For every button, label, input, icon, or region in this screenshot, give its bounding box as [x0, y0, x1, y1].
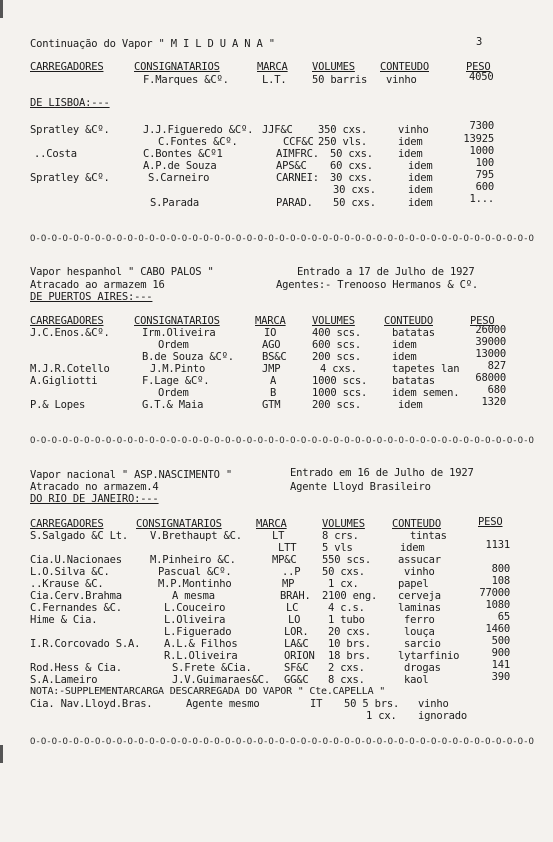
- cell-marca: B: [270, 387, 277, 399]
- vessel-name: Vapor nacional " ASP.NASCIMENTO ": [30, 469, 233, 481]
- cell-conteudo: idem: [398, 399, 423, 411]
- cell-volumes: 2100 eng.: [322, 590, 378, 602]
- cell-volumes: 4 c.s.: [328, 602, 365, 614]
- cell-peso: 26000: [475, 324, 506, 336]
- vessel-berth: Atracado ao armazem 16: [30, 279, 165, 291]
- cell-conteudo: louça: [404, 626, 435, 638]
- cell-consignee: B.de Souza &Cº.: [142, 351, 234, 363]
- vessel-entry-date: Entrado em 16 de Julho de 1927: [290, 467, 474, 479]
- cell-shipper: Cia.U.Nacionaes: [30, 554, 122, 566]
- cell-marca: AIMFRC.: [276, 148, 319, 160]
- cell-volumes: 1 cx.: [366, 710, 397, 722]
- cell-shipper: Cia. Nav.Lloyd.Bras.: [30, 698, 153, 710]
- cell-marca: APS&C: [276, 160, 307, 172]
- cell-consignee: J.M.Pinto: [150, 363, 206, 375]
- cell-peso: 1080: [485, 599, 510, 611]
- cell-volumes: 350 cxs.: [318, 124, 367, 136]
- cell-marca: LA&C: [284, 638, 309, 650]
- cell-conteudo: tintas: [410, 530, 447, 542]
- cell-volumes: 30 cxs.: [333, 184, 376, 196]
- cell-consignee: V.Brethaupt &C.: [150, 530, 242, 542]
- section-separator: O-O-O-O-O-O-O-O-O-O-O-O-O-O-O-O-O-O-O-O-O-O-O-O-O-O-O-O-O-O-O-O-O-O-O-O-O-O-O-O-O-O-O-O-O-O-O: [30, 436, 534, 446]
- vessel-entry-date: Entrado a 17 de Julho de 1927: [297, 266, 475, 278]
- cell-shipper: ..Costa: [34, 148, 77, 160]
- col-header-volumes: VOLUMES: [322, 518, 365, 530]
- cell-consignee: A.P.de Souza: [143, 160, 217, 172]
- cell-conteudo: kaol: [404, 674, 429, 686]
- origin-heading: DE LISBOA:---: [30, 97, 110, 109]
- cell-marca: MP&C: [272, 554, 297, 566]
- cell-peso: 77000: [479, 587, 510, 599]
- col-header-volumes: VOLUMES: [312, 315, 355, 327]
- supplement-note: NOTA:-SUPPLEMENTARCARGA DESCARREGADA DO VAPOR " Cte.CAPELLA ": [30, 686, 386, 697]
- cell-peso: 13925: [463, 133, 494, 145]
- cell-conteudo: vinho: [404, 566, 435, 578]
- cell-conteudo: idem: [408, 197, 433, 209]
- cell-marca: LOR.: [284, 626, 309, 638]
- cell-marca: LT: [272, 530, 285, 542]
- cell-consignee: L.Couceiro: [164, 602, 226, 614]
- cell-marca: CCF&C: [283, 136, 314, 148]
- cell-consignee: S.Frete &Cia.: [172, 662, 252, 674]
- cell-conteudo: tapetes lan: [392, 363, 460, 375]
- cell-consignee: Irm.Oliveira: [142, 327, 216, 339]
- cell-consignee: G.T.& Maia: [142, 399, 204, 411]
- cell-conteudo: vinho: [398, 124, 429, 136]
- cell-shipper: Rod.Hess & Cia.: [30, 662, 122, 674]
- cell-conteudo: assucar: [398, 554, 441, 566]
- cell-shipper: S.A.Lameiro: [30, 674, 98, 686]
- cell-volumes: 550 scs.: [322, 554, 371, 566]
- cell-volumes: 10 brs.: [328, 638, 371, 650]
- cell-peso: 900: [491, 647, 510, 659]
- cell-consignee: Agente mesmo: [186, 698, 260, 710]
- cell-peso: 1000: [469, 145, 494, 157]
- cell-peso: 1...: [469, 193, 494, 205]
- cell-conteudo: idem: [398, 148, 423, 160]
- col-header-shippers: CARREGADORES: [30, 315, 104, 327]
- cell-peso: 7300: [469, 120, 494, 132]
- cell-shipper: J.C.Enos.&Cº.: [30, 327, 110, 339]
- cell-marca: JMP: [262, 363, 281, 375]
- cell-volumes: 1 cx.: [328, 578, 359, 590]
- col-header-conteudo: CONTEUDO: [384, 315, 433, 327]
- cell-marca: ..P: [282, 566, 301, 578]
- cell-conteudo: idem: [408, 184, 433, 196]
- cell-volumes: 1000 scs.: [312, 387, 368, 399]
- cell-conteudo: ignorado: [418, 710, 467, 722]
- cell-peso: 795: [475, 169, 494, 181]
- cell-shipper: Cia.Cerv.Brahma: [30, 590, 122, 602]
- cell-peso: 13000: [475, 348, 506, 360]
- cell-marca: LTT: [278, 542, 297, 554]
- cell-shipper: Spratley &Cº.: [30, 172, 110, 184]
- cell-conteudo: idem: [408, 172, 433, 184]
- cell-volumes: 250 vls.: [318, 136, 367, 148]
- cell-shipper: ..Krause &C.: [30, 578, 104, 590]
- cell-peso: 1460: [485, 623, 510, 635]
- cell-conteudo: sarcio: [404, 638, 441, 650]
- cell-conteudo: lytarfinio: [398, 650, 460, 662]
- cell-conteudo: batatas: [392, 327, 435, 339]
- section-separator: O-O-O-O-O-O-O-O-O-O-O-O-O-O-O-O-O-O-O-O-O-O-O-O-O-O-O-O-O-O-O-O-O-O-O-O-O-O-O-O-O-O-O-O-O-O-O: [30, 234, 534, 244]
- cell-peso: 390: [491, 671, 510, 683]
- col-header-consignees: CONSIGNATARIOS: [134, 61, 220, 73]
- cell-shipper: M.J.R.Cotello: [30, 363, 110, 375]
- cell-volumes: 4 cxs.: [320, 363, 357, 375]
- col-header-peso: PESO: [470, 315, 495, 327]
- cell-marca: AGO: [262, 339, 281, 351]
- cell-conteudo: vinho: [418, 698, 449, 710]
- cell-consignee: F.Lage &Cº.: [142, 375, 210, 387]
- cell-marca: CARNEI:: [276, 172, 319, 184]
- cell-volumes: 2 cxs.: [328, 662, 365, 674]
- col-header-volumes: VOLUMES: [312, 61, 355, 73]
- cell-volumes: 60 cxs.: [330, 160, 373, 172]
- cell-volumes: 600 scs.: [312, 339, 361, 351]
- cell-consignee: L.Oliveira: [164, 614, 226, 626]
- cell-consignee: Ordem: [158, 387, 189, 399]
- cell-consignee: J.J.Figueredo &Cº.: [143, 124, 254, 136]
- cell-peso: 1320: [481, 396, 506, 408]
- page-number: 3: [476, 36, 483, 48]
- cell-shipper: Spratley &Cº.: [30, 124, 110, 136]
- cell-peso: 65: [497, 611, 510, 623]
- cell-peso: 827: [487, 360, 506, 372]
- cell-volumes: 200 scs.: [312, 399, 361, 411]
- col-header-peso: PESO: [466, 61, 491, 73]
- cell-shipper: L.O.Silva &C.: [30, 566, 110, 578]
- vessel-name: Vapor hespanhol " CABO PALOS ": [30, 266, 214, 278]
- vessel-agents: Agentes:- Trenooso Hermanos & Cº.: [276, 279, 479, 291]
- cell-peso: 39000: [475, 336, 506, 348]
- cell-conteudo: batatas: [392, 375, 435, 387]
- cell-volumes: 50 barris: [312, 74, 368, 86]
- cell-conteudo: vinho: [386, 74, 417, 86]
- cell-peso: 800: [491, 563, 510, 575]
- cell-marca: PARAD.: [276, 197, 313, 209]
- cell-consignee: C.Bontes &Cº1: [143, 148, 223, 160]
- cell-shipper: Hime & Cia.: [30, 614, 98, 626]
- cell-consignee: M.Pinheiro &C.: [150, 554, 236, 566]
- cell-shipper: I.R.Corcovado S.A.: [30, 638, 141, 650]
- col-header-peso: PESO: [478, 516, 503, 528]
- cell-consignee: S.Parada: [150, 197, 199, 209]
- cell-shipper: S.Salgado &C Lt.: [30, 530, 128, 542]
- cell-conteudo: laminas: [398, 602, 441, 614]
- cell-volumes: 5 vls: [322, 542, 353, 554]
- cell-marca: LC: [286, 602, 299, 614]
- cell-peso: 600: [475, 181, 494, 193]
- col-header-shippers: CARREGADORES: [30, 61, 104, 73]
- cell-consignee: A.L.& Filhos: [164, 638, 238, 650]
- col-header-marca: MARCA: [256, 518, 287, 530]
- cell-volumes: 1000 scs.: [312, 375, 368, 387]
- section-separator: O-O-O-O-O-O-O-O-O-O-O-O-O-O-O-O-O-O-O-O-O-O-O-O-O-O-O-O-O-O-O-O-O-O-O-O-O-O-O-O-O-O-O-O-O-O-O: [30, 737, 534, 747]
- cell-marca: MP: [282, 578, 295, 590]
- cell-volumes: 8 cxs.: [328, 674, 365, 686]
- cell-consignee: C.Fontes &Cº.: [158, 136, 238, 148]
- document-title: Continuação do Vapor " M I L D U A N A ": [30, 38, 275, 50]
- cell-consignee: Ordem: [158, 339, 189, 351]
- col-header-conteudo: CONTEUDO: [380, 61, 429, 73]
- cell-peso: 108: [491, 575, 510, 587]
- cell-shipper: P.& Lopes: [30, 399, 86, 411]
- cell-volumes: 20 cxs.: [328, 626, 371, 638]
- cell-peso: 1131: [485, 539, 510, 551]
- cell-consignee: R.L.Oliveira: [164, 650, 238, 662]
- cell-volumes: 400 scs.: [312, 327, 361, 339]
- cell-marca: ORION: [284, 650, 315, 662]
- cell-conteudo: papel: [398, 578, 429, 590]
- cell-conteudo: idem: [392, 339, 417, 351]
- vessel-berth: Atracado no armazem.4: [30, 481, 159, 493]
- vessel-agents: Agente Lloyd Brasileiro: [290, 481, 431, 493]
- cell-volumes: 1 tubo: [328, 614, 365, 626]
- cell-consignee: S.Carneiro: [148, 172, 210, 184]
- cell-conteudo: ferro: [404, 614, 435, 626]
- cell-marca: IT: [310, 698, 323, 710]
- cell-conteudo: idem: [392, 351, 417, 363]
- cell-conteudo: idem: [398, 136, 423, 148]
- origin-heading: DO RIO DE JANEIRO:---: [30, 493, 159, 505]
- cell-marca: BRAH.: [280, 590, 311, 602]
- cell-shipper: C.Fernandes &C.: [30, 602, 122, 614]
- col-header-consignees: CONSIGNATARIOS: [134, 315, 220, 327]
- cell-volumes: 18 brs.: [328, 650, 371, 662]
- cell-marca: BS&C: [262, 351, 287, 363]
- cell-marca: LO: [288, 614, 301, 626]
- cell-peso: 500: [491, 635, 510, 647]
- cell-shipper: A.Gigliotti: [30, 375, 98, 387]
- cell-consignee: Pascual &Cº.: [158, 566, 232, 578]
- cell-conteudo: drogas: [404, 662, 441, 674]
- cell-marca: SF&C: [284, 662, 309, 674]
- cell-peso: 68000: [475, 372, 506, 384]
- cell-volumes: 50 5 brs.: [344, 698, 400, 710]
- scan-edge-mark: [0, 745, 3, 763]
- cell-consignee: A mesma: [172, 590, 215, 602]
- cell-consignee: L.Figuerado: [164, 626, 232, 638]
- cell-marca: GTM: [262, 399, 281, 411]
- cell-volumes: 50 cxs.: [333, 197, 376, 209]
- cell-consignee: J.V.Guimaraes&C.: [172, 674, 270, 686]
- cell-consignee: M.P.Montinho: [158, 578, 232, 590]
- scan-edge-mark: [0, 0, 3, 18]
- cell-peso: 4050: [469, 71, 494, 83]
- cell-conteudo: idem semen.: [392, 387, 460, 399]
- cell-volumes: 30 cxs.: [330, 172, 373, 184]
- cell-peso: 100: [475, 157, 494, 169]
- col-header-shippers: CARREGADORES: [30, 518, 104, 530]
- cell-marca: IO: [264, 327, 277, 339]
- cell-marca: A: [270, 375, 277, 387]
- origin-heading: DE PUERTOS AIRES:---: [30, 291, 153, 303]
- cell-volumes: 8 crs.: [322, 530, 359, 542]
- col-header-conteudo: CONTEUDO: [392, 518, 441, 530]
- col-header-marca: MARCA: [257, 61, 288, 73]
- cell-marca: L.T.: [262, 74, 287, 86]
- cell-conteudo: idem: [408, 160, 433, 172]
- cell-peso: 141: [491, 659, 510, 671]
- cell-conteudo: idem: [400, 542, 425, 554]
- cell-volumes: 50 cxs.: [330, 148, 373, 160]
- cell-volumes: 200 scs.: [312, 351, 361, 363]
- cell-conteudo: cerveja: [398, 590, 441, 602]
- cell-consignee: F.Marques &Cº.: [143, 74, 229, 86]
- cell-volumes: 50 cxs.: [322, 566, 365, 578]
- cell-marca: GG&C: [284, 674, 309, 686]
- cell-marca: JJF&C: [262, 124, 293, 136]
- cell-peso: 680: [487, 384, 506, 396]
- col-header-marca: MARCA: [255, 315, 286, 327]
- col-header-consignees: CONSIGNATARIOS: [136, 518, 222, 530]
